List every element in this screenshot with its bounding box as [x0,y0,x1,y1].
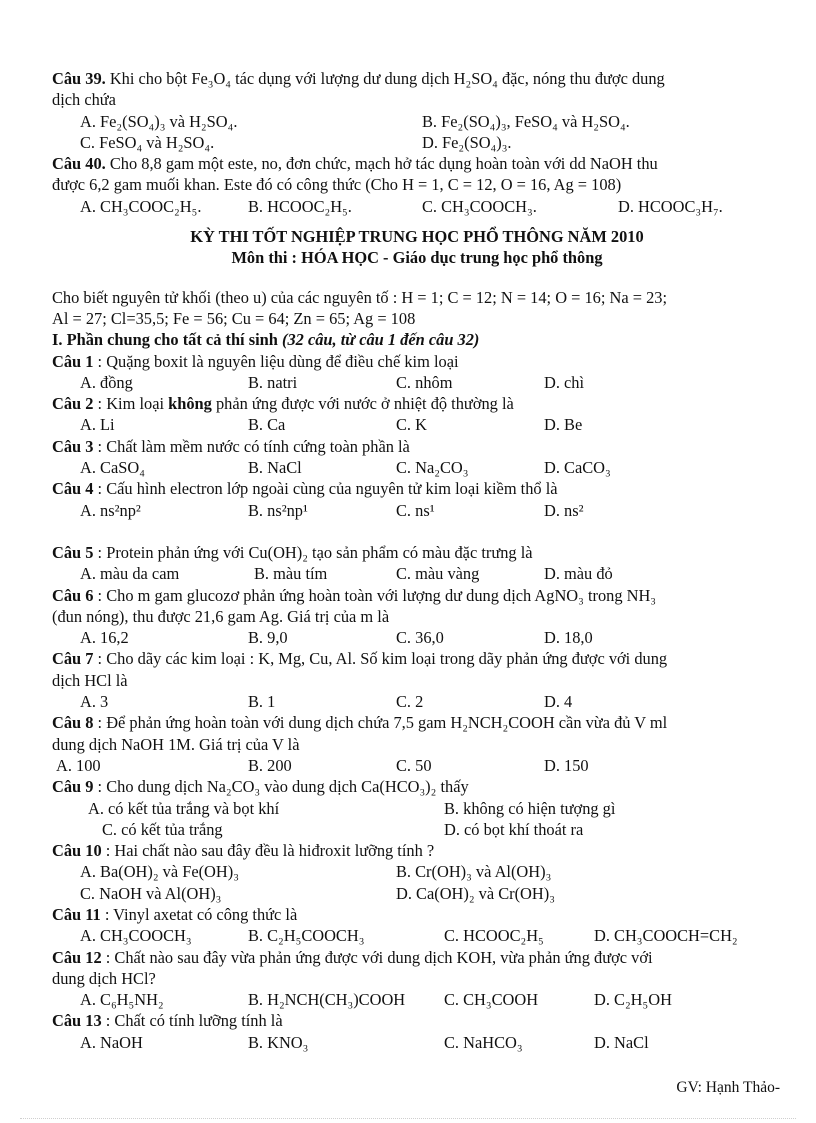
option-c: C. CH₃COOH [444,990,539,1010]
option-a: A. Ba(OH)₂ và Fe(OH)₃ [80,862,239,882]
option-d: D. Fe₂(SO₄)₃. [422,132,512,152]
options-row [52,196,782,217]
question-text: : Để phản ứng hoàn toàn với dung dịch chứa 7,5 gam H₂NCH₂COOH cần vừa đủ V ml [93,713,668,733]
question-40-cont: được 6,2 gam muối khan. Este đó có công thức (Cho H = 1, C = 12, O = 16, Ag = 108) [52,175,622,195]
option-c: C. FeSO₄ và H₂SO₄. [80,132,215,152]
option-d: D. 4 [544,692,573,712]
question-8-cont: dung dịch NaOH 1M. Giá trị của V là [52,734,300,754]
options-row [52,372,782,393]
question-2 [52,393,782,414]
option-d: D. 150 [544,755,589,775]
option-c: C. 36,0 [396,628,444,648]
option-d: D. 18,0 [544,628,593,648]
option-a: A. C₆H₅NH₂ [80,990,164,1010]
question-text: : Chất có tính lưỡng tính là [101,1011,283,1031]
question-label: Câu 6 [52,585,94,605]
question-text: : Quặng boxit là nguyên liệu dùng để điều chế kim loại [93,351,459,371]
option-c: C. có kết tủa trắng [102,819,223,839]
question-label: Câu 39. [52,69,106,88]
question-text: : Kim loại [93,394,169,414]
option-b: B. Ca [248,415,286,435]
question-label: Câu 7 [52,649,94,669]
question-6 [52,585,782,606]
exam-title: KỲ THI TỐT NGHIỆP TRUNG HỌC PHỔ THÔNG NĂM 2010 [190,227,644,247]
question-7-cont: dịch HCl là [52,670,128,690]
options-row [52,755,782,776]
option-d: D. CH₃COOCH=CH₂ [594,926,738,946]
question-text: : Cho m gam glucozơ phản ứng hoàn toàn với lượng dư dung dịch AgNO₃ trong NH₃ [93,585,657,605]
question-text: phản ứng được với nước ở nhiệt độ thường là [211,394,514,414]
section-title: I. Phần chung cho tất cả thí sinh [52,330,278,350]
option-d: D. màu đỏ [544,564,613,584]
option-a: A. 3 [80,692,109,712]
question-label: Câu 3 [52,436,94,456]
exam-subject: Môn thi : HÓA HỌC - Giáo dục trung học phổ thông [231,248,603,268]
question-39-cont: dịch chứa [52,90,116,110]
question-label: Câu 5 [52,542,94,562]
options-row [52,925,782,946]
page-border-divider [20,1118,796,1119]
options-row [52,563,782,584]
question-text: : Vinyl axetat có công thức là [100,904,298,924]
teacher-credit: GV: Hạnh Thảo- [676,1079,780,1096]
option-c: C. Na₂CO₃ [396,458,469,478]
options-row [52,798,782,819]
options-row [52,627,782,648]
option-b: B. 1 [248,692,276,712]
question-5 [52,542,782,563]
option-b: B. Fe₂(SO₄)₃, FeSO₄ và H₂SO₄. [422,111,630,131]
option-b: B. NaCl [248,458,302,478]
question-4 [52,478,782,499]
option-d: D. HCOOC₃H₇. [618,196,723,216]
question-7 [52,648,782,669]
option-c: C. 50 [396,755,432,775]
option-c: C. 2 [396,692,424,712]
question-10 [52,840,782,861]
option-c: C. màu vàng [396,564,480,584]
option-d: D. có bọt khí thoát ra [444,819,584,839]
option-a: A. màu da cam [80,564,180,584]
question-label: Câu 11 [52,904,101,924]
options-row [52,691,782,712]
question-text: : Cấu hình electron lớp ngoài cùng của nguyên tử kim loại kiềm thổ là [93,479,558,499]
question-emphasis: không [168,394,212,414]
options-row [52,861,782,882]
option-c: C. HCOOC₂H₅ [444,926,544,946]
option-a: A. CH₃COOCH₃ [80,926,192,946]
option-c: C. CH₃COOCH₃. [422,196,537,216]
option-a: A. CH₃COOC₂H₅. [80,196,202,216]
question-label: Câu 4 [52,479,94,499]
options-row [52,457,782,478]
option-b: B. không có hiện tượng gì [444,798,616,818]
question-6-cont: (đun nóng), thu được 21,6 gam Ag. Giá trị của m là [52,606,390,626]
option-a: A. CaSO₄ [80,458,145,478]
option-b: B. Cr(OH)₃ và Al(OH)₃ [396,862,552,882]
option-c: C. NaOH và Al(OH)₃ [80,883,222,903]
option-b: B. ns²np¹ [248,500,308,520]
question-text: : Chất nào sau đây vừa phản ứng được với dung dịch KOH, vừa phản ứng được với [101,947,653,967]
question-text: : Chất làm mềm nước có tính cứng toàn phần là [93,436,410,456]
options-row [52,883,782,904]
question-3 [52,436,782,457]
option-c: C. K [396,415,427,435]
atomic-mass-line-1: Cho biết nguyên tử khối (theo u) của các nguyên tố : H = 1; C = 12; N = 14; O = 16; Na = 23; [52,287,668,307]
question-text: : Hai chất nào sau đây đều là hiđroxit lưỡng tính ? [101,841,435,861]
option-b: B. HCOOC₂H₅. [248,196,352,216]
question-label: Câu 10 [52,841,102,861]
question-39 [52,68,782,89]
question-12-cont: dung dịch HCl? [52,968,156,988]
option-d: D. Ca(OH)₂ và Cr(OH)₃ [396,883,555,903]
options-row [52,500,782,521]
option-d: D. C₂H₅OH [594,990,672,1010]
question-label: Câu 12 [52,947,102,967]
option-a: A. 16,2 [80,628,129,648]
option-c: C. nhôm [396,372,453,392]
question-9 [52,776,782,797]
question-8 [52,712,782,733]
option-a: A. đồng [80,372,133,392]
options-row [52,111,782,132]
question-40 [52,153,782,174]
question-text: Cho 8,8 gam một este, no, đơn chức, mạch hở tác dụng hoàn toàn với dd NaOH thu [109,154,658,174]
option-a: A. Li [80,415,115,435]
options-row [52,819,782,840]
question-text: Khi cho bột Fe₃O₄ tác dụng với lượng dư dung dịch H₂SO₄ đặc, nóng thu được dung [109,69,665,88]
question-1 [52,351,782,372]
options-row [52,132,782,153]
option-b: B. màu tím [254,564,328,584]
question-label: Câu 13 [52,1011,102,1031]
option-b: B. 200 [248,755,292,775]
option-a: A. có kết tủa trắng và bọt khí [88,798,280,818]
question-label: Câu 9 [52,777,94,797]
option-b: B. 9,0 [248,628,288,648]
option-a: A. 100 [56,755,101,775]
option-b: B. natri [248,372,298,392]
option-d: D. Be [544,415,583,435]
option-c: C. ns¹ [396,500,435,520]
option-d: D. NaCl [594,1032,649,1052]
option-d: D. ns² [544,500,584,520]
question-text: : Cho dãy các kim loại : K, Mg, Cu, Al. Số kim loại trong dãy phản ứng được với dung [93,649,668,669]
option-b: B. C₂H₅COOCH₃ [248,926,365,946]
question-label: Câu 2 [52,394,94,414]
option-a: A. Fe₂(SO₄)₃ và H₂SO₄. [80,111,238,131]
question-label: Câu 1 [52,351,94,371]
option-b: B. H₂NCH(CH₃)COOH [248,990,406,1010]
options-row [52,414,782,435]
exam-page [52,68,782,1053]
section-note: (32 câu, từ câu 1 đến câu 32) [282,330,480,350]
question-11 [52,904,782,925]
atomic-mass-line-2: Al = 27; Cl=35,5; Fe = 56; Cu = 64; Zn = 65; Ag = 108 [52,308,416,328]
question-text: : Cho dung dịch Na₂CO₃ vào dung dịch Ca(HCO₃)₂ thấy [93,777,469,797]
section-heading [52,329,782,350]
question-label: Câu 40. [52,154,106,174]
option-b: B. KNO₃ [248,1032,309,1052]
option-c: C. NaHCO₃ [444,1032,523,1052]
question-text: : Protein phản ứng với Cu(OH)₂ tạo sản phẩm có màu đặc trưng là [93,542,533,562]
question-label: Câu 8 [52,713,94,733]
option-a: A. ns²np² [80,500,141,520]
option-a: A. NaOH [80,1032,143,1052]
option-d: D. CaCO₃ [544,458,611,478]
question-13 [52,1010,782,1031]
question-12 [52,947,782,968]
options-row [52,1032,782,1053]
options-row [52,989,782,1010]
option-d: D. chì [544,372,585,392]
